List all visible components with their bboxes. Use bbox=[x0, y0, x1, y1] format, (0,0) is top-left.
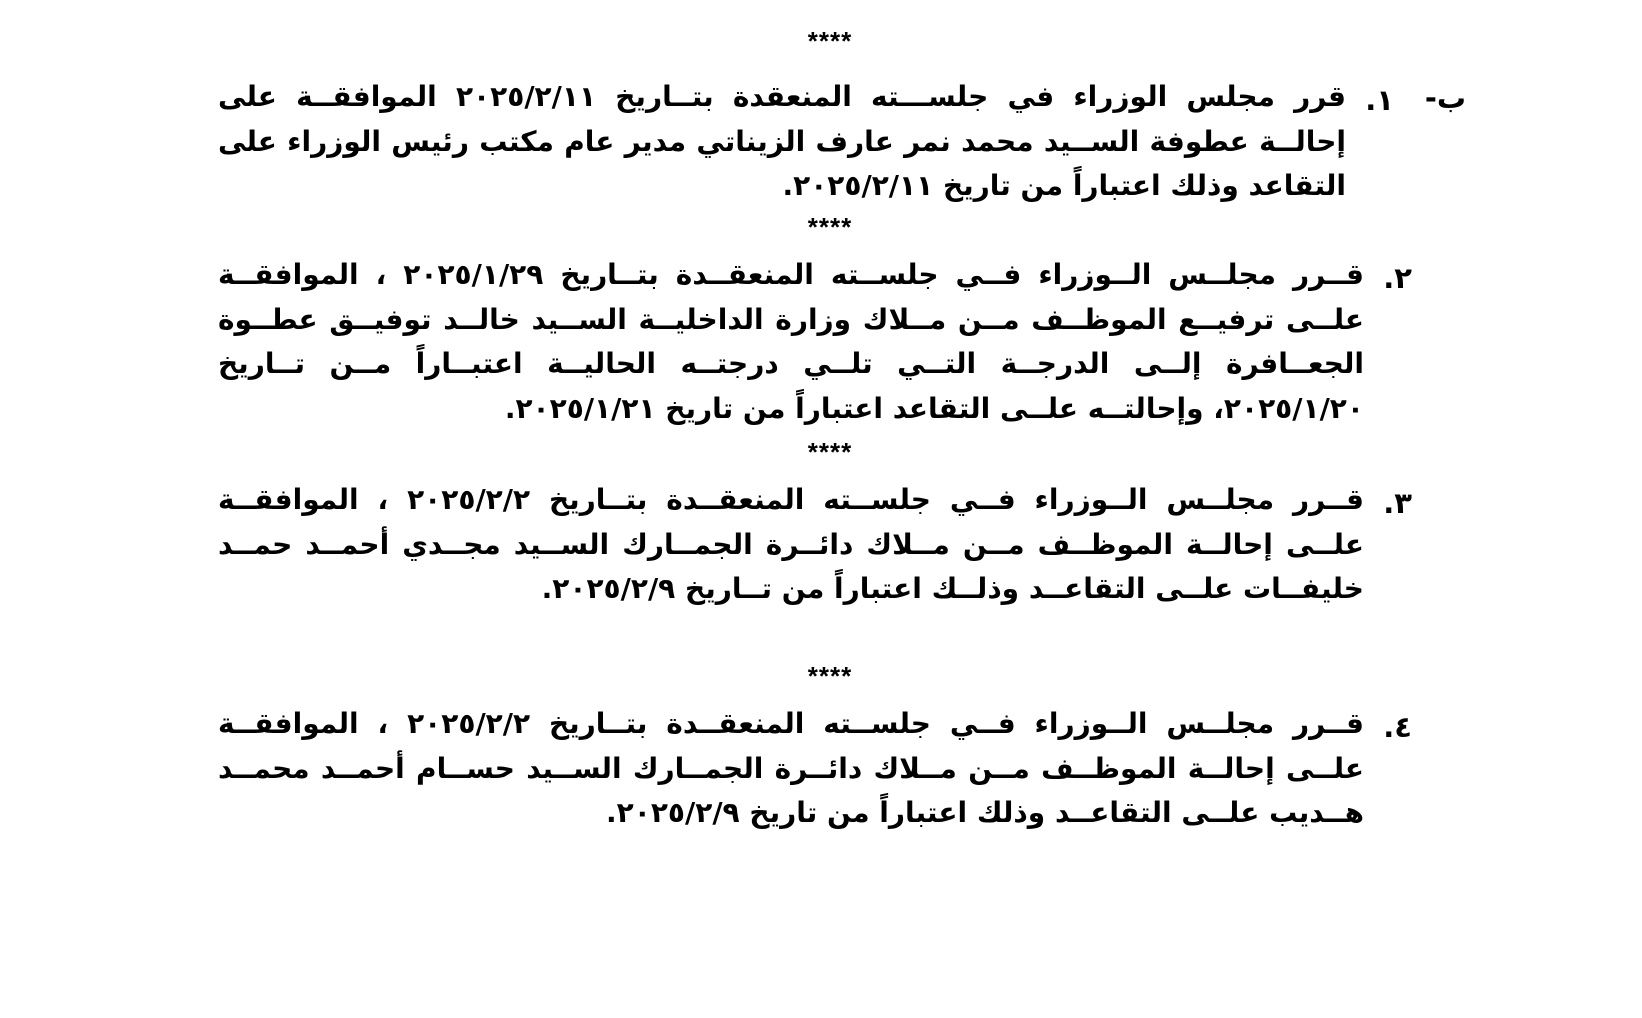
item-number: ٤. bbox=[1383, 710, 1412, 744]
separator-stars: **** bbox=[807, 212, 853, 242]
item-text: قــرر مجلــس الــوزراء فــي جلســته المنعقــدة بتــاريخ ٢٠٢٥/٢/٢ ، الموافقــة علــى إحالــة الموظــف مــن مــلاك دائــرة الجمــارك الســيد مجــدي أحمــد حمــد خليفــات علــى التقاعــد وذلــك اعتباراً من تــاريخ ٢٠٢٥/٢/٩. bbox=[218, 483, 1364, 605]
separator-stars: **** bbox=[807, 26, 853, 56]
item-number: ٣. bbox=[1383, 486, 1412, 520]
separator-stars: **** bbox=[807, 661, 853, 691]
separator-stars: **** bbox=[807, 437, 853, 467]
item-text: قــرر مجلــس الــوزراء فــي جلســته المنعقــدة بتــاريخ ٢٠٢٥/٢/٢ ، الموافقــة علــى إحالــة الموظــف مــن مــلاك دائــرة الجمــارك الســيد حســام أحمــد محمــد هــديب علــى التقاعــد وذلك اعتباراً من تاريخ ٢٠٢٥/٢/٩. bbox=[218, 707, 1364, 829]
item-text: قرر مجلس الوزراء في جلســـته المنعقدة بتــاريخ ٢٠٢٥/٢/١١ الموافقــة على إحالــة عطوفة الســيد محمد نمر عارف الزيناتي مدير عام مكتب رئيس الوزراء على التقاعد وذلك اعتباراً من تاريخ ٢٠٢٥/٢/١١. bbox=[218, 80, 1346, 202]
item-text: قــرر مجلــس الــوزراء فــي جلســته المنعقــدة بتــاريخ ٢٠٢٥/١/٢٩ ، الموافقــة علــى ترفيــع الموظــف مــن مــلاك وزارة الداخليــة الســيد خالــد توفيــق عطــوة الجعــافرة إلــى الدرجــة التــي تلــي درجتــه الحاليــة اعتبــاراً مــن تــاريخ ٢٠٢٥/١/٢٠، وإحالتــه علــى التقاعد اعتباراً من تاريخ ٢٠٢٥/١/٢١. bbox=[218, 258, 1364, 425]
item-number: ٢. bbox=[1383, 261, 1412, 295]
section-label: ب- bbox=[1424, 81, 1466, 115]
item-number: ١. bbox=[1365, 83, 1394, 117]
